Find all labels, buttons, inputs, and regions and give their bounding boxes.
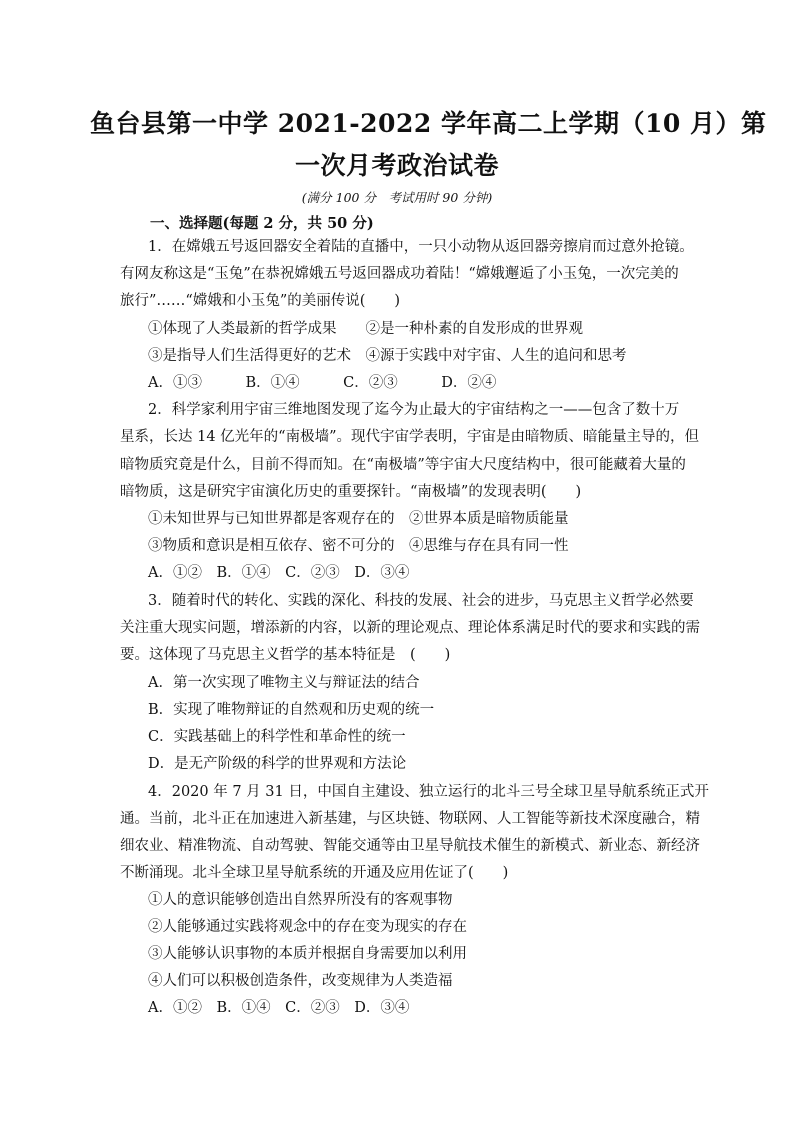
q2-stem-line-1: 2．科学家利用宇宙三维地图发现了迄今为止最大的宇宙结构之一——包含了数十万 [148,402,680,418]
q3-option-d: D．是无产阶级的科学的世界观和方法论 [148,756,407,772]
q2-stem-line-2: 星系，长达 14 亿光年的“南极墙”。现代宇宙学表明，宇宙是由暗物质、暗能量主导的，但 [120,429,699,445]
q4-statement-2: ②人能够通过实践将观念中的存在变为现实的存在 [148,919,467,935]
exam-title-line-1: 鱼台县第一中学 2021-2022 学年高二上学期（10 月）第 [90,109,767,138]
q2-stem-line-4: 暗物质，这是研究宇宙演化历史的重要探针。“南极墙”的发现表明( ) [120,484,582,500]
exam-subtitle: (满分 100 分 考试用时 90 分钟) [301,190,493,205]
q3-stem-line-3: 要。这体现了马克思主义哲学的基本特征是 ( ) [120,647,451,663]
section-heading: 一、选择题(每题 2 分，共 50 分) [150,215,374,232]
q1-option-line-1: ①体现了人类最新的哲学成果 ②是一种朴素的自发形成的世界观 [148,321,583,337]
q4-statement-1: ①人的意识能够创造出自然界所没有的客观事物 [148,892,453,908]
q2-option-line-2: ③物质和意识是相互依存、密不可分的 ④思维与存在具有同一性 [148,538,569,554]
q4-stem-line-3: 细农业、精准物流、自动驾驶、智能交通等由卫星导航技术催生的新模式、新业态、新经济 [120,838,700,854]
q1-stem-line-1: 1．在嫦娥五号返回器安全着陆的直播中，一只小动物从返回器旁擦肩而过意外抢镜。 [148,239,694,255]
q3-stem-line-1: 3．随着时代的转化、实践的深化、科技的发展、社会的进步，马克思主义哲学必然要 [148,593,694,609]
q4-statement-3: ③人能够认识事物的本质并根据自身需要加以利用 [148,946,467,962]
q4-statement-4: ④人们可以积极创造条件，改变规律为人类造福 [148,973,453,989]
q4-stem-line-4: 不断涌现。北斗全球卫星导航系统的开通及应用佐证了( ) [120,865,509,881]
q4-stem-line-1: 4．2020 年 7 月 31 日，中国自主建设、独立运行的北斗三号全球卫星导航系统正式开 [148,784,709,800]
q4-stem-line-2: 通。当前，北斗正在加速进入新基建，与区块链、物联网、人工智能等新技术深度融合，精 [120,811,700,827]
q1-answer-choices: A．①③ B．①④ C．②③ D．②④ [148,375,497,391]
q2-stem-line-3: 暗物质究竟是什么，目前不得而知。在“南极墙”等宇宙大尺度结构中，很可能藏着大量的 [120,457,686,473]
q4-answer-choices: A．①② B．①④ C．②③ D．③④ [148,1000,410,1016]
q1-stem-line-3: 旅行”……“嫦娥和小玉兔”的美丽传说( ) [120,293,401,309]
q1-option-line-2: ③是指导人们生活得更好的艺术 ④源于实践中对宇宙、人生的追问和思考 [148,348,627,364]
q2-option-line-1: ①未知世界与已知世界都是客观存在的 ②世界本质是暗物质能量 [148,511,569,527]
q3-option-a: A．第一次实现了唯物主义与辩证法的结合 [148,675,420,691]
q3-option-c: C．实践基础上的科学性和革命性的统一 [148,729,406,745]
q3-option-b: B．实现了唯物辩证的自然观和历史观的统一 [148,702,435,718]
q2-answer-choices: A．①② B．①④ C．②③ D．③④ [148,565,410,581]
q1-stem-line-2: 有网友称这是“玉兔”在恭祝嫦娥五号返回器成功着陆！“嫦娥邂逅了小玉兔，一次完美的 [120,266,679,282]
q3-stem-line-2: 关注重大现实问题，增添新的内容，以新的理论观点、理论体系满足时代的要求和实践的需 [120,620,700,636]
exam-title-line-2: 一次月考政治试卷 [294,151,499,180]
